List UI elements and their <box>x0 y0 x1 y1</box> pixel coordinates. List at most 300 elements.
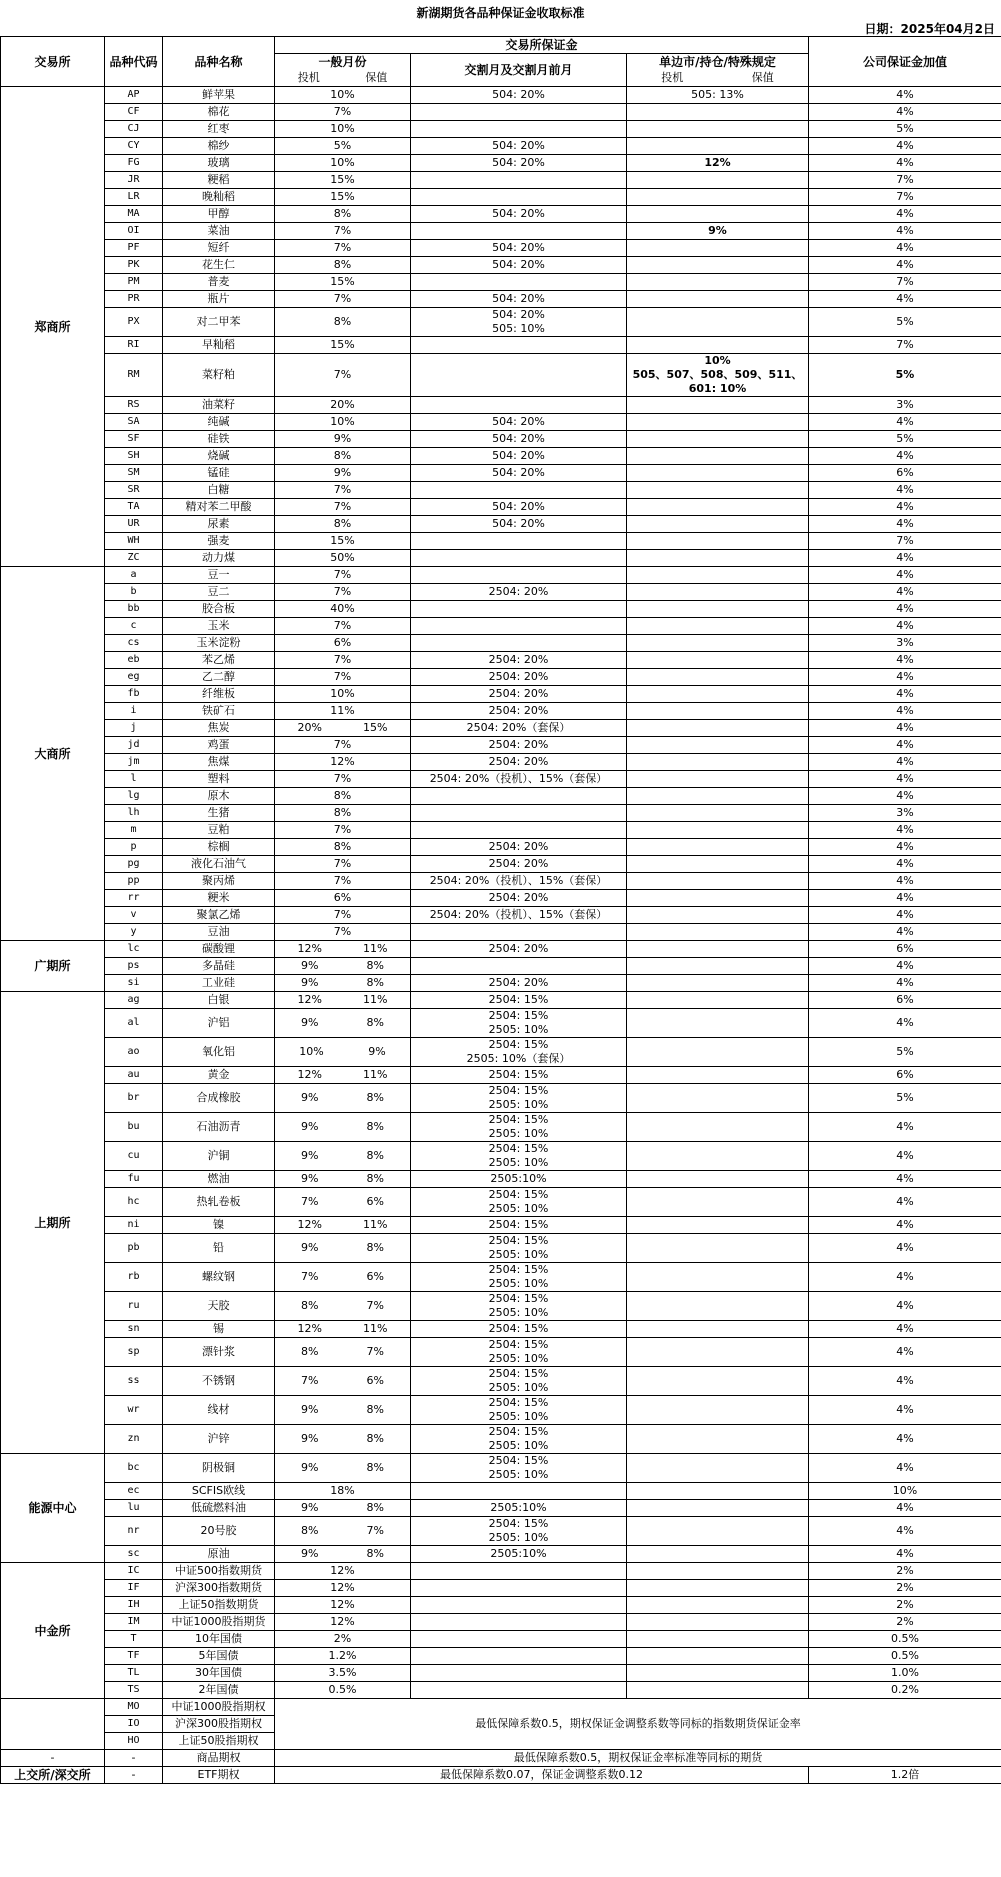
delivery-cell: 2504: 20%（套保） <box>411 720 627 737</box>
delivery-cell: 2504: 15% 2505: 10% <box>411 1292 627 1321</box>
code-cell: fu <box>105 1171 163 1188</box>
header-spec2: 投机 <box>661 71 684 84</box>
delivery-cell <box>411 121 627 138</box>
delivery-cell: 504: 20% <box>411 414 627 431</box>
general-month-cell: 12% <box>275 754 411 771</box>
table-row <box>1 584 1001 601</box>
delivery-cell <box>411 223 627 240</box>
general-month-cell <box>275 1084 411 1113</box>
delivery-cell <box>411 354 627 397</box>
delivery-cell <box>411 1580 627 1597</box>
hedge-value: 6% <box>366 1270 384 1283</box>
hedge-value: 11% <box>363 1322 388 1335</box>
name-cell: 尿素 <box>163 516 275 533</box>
code-cell: ni <box>105 1217 163 1234</box>
unilateral-cell <box>627 567 809 584</box>
company-cell: 4% <box>809 291 1001 308</box>
delivery-cell: 2504: 20%（投机）、15%（套保） <box>411 907 627 924</box>
general-month-cell: 40% <box>275 601 411 618</box>
unilateral-cell <box>627 121 809 138</box>
delivery-cell: 2504: 15% 2505: 10% <box>411 1425 627 1454</box>
name-cell: 不锈钢 <box>163 1367 275 1396</box>
general-month-cell <box>275 992 411 1009</box>
table-row <box>1 856 1001 873</box>
general-month-cell <box>275 975 411 992</box>
name-cell: 硅铁 <box>163 431 275 448</box>
hedge-value: 8% <box>366 1403 384 1416</box>
company-cell: 4% <box>809 104 1001 121</box>
general-month-cell: 8% <box>275 788 411 805</box>
company-cell: 4% <box>809 618 1001 635</box>
company-cell: 4% <box>809 873 1001 890</box>
name-cell: 强麦 <box>163 533 275 550</box>
company-cell: 2% <box>809 1580 1001 1597</box>
unilateral-cell <box>627 516 809 533</box>
code-cell: lg <box>105 788 163 805</box>
unilateral-cell <box>627 1367 809 1396</box>
name-cell: 液化石油气 <box>163 856 275 873</box>
company-cell: 5% <box>809 121 1001 138</box>
general-month-cell: 7% <box>275 771 411 788</box>
name-cell: 短纤 <box>163 240 275 257</box>
code-cell: rr <box>105 890 163 907</box>
general-month-cell <box>275 1338 411 1367</box>
unilateral-cell <box>627 1665 809 1682</box>
company-cell: 4% <box>809 601 1001 618</box>
table-row <box>1 941 1001 958</box>
delivery-cell: 504: 20% <box>411 206 627 223</box>
general-month-cell: 8% <box>275 516 411 533</box>
code-cell: zn <box>105 1425 163 1454</box>
company-cell: 4% <box>809 223 1001 240</box>
delivery-cell <box>411 618 627 635</box>
unilateral-cell <box>627 1396 809 1425</box>
code-cell: SR <box>105 482 163 499</box>
spec-value: 9% <box>301 1403 319 1416</box>
header-hedge: 保值 <box>365 71 388 84</box>
delivery-cell <box>411 958 627 975</box>
delivery-cell: 2505:10% <box>411 1546 627 1563</box>
general-month-cell: 7% <box>275 822 411 839</box>
unilateral-cell <box>627 337 809 354</box>
name-cell: SCFIS欧线 <box>163 1483 275 1500</box>
hedge-value: 6% <box>366 1374 384 1387</box>
code-cell: TL <box>105 1665 163 1682</box>
general-month-cell: 6% <box>275 890 411 907</box>
unilateral-cell <box>627 1188 809 1217</box>
spec-value: 12% <box>297 1218 322 1231</box>
delivery-cell <box>411 1682 627 1699</box>
name-cell: 鲜苹果 <box>163 87 275 104</box>
exchange-cell: 上交所/深交所 <box>1 1767 105 1784</box>
name-cell: 锡 <box>163 1321 275 1338</box>
table-row <box>1 1321 1001 1338</box>
table-row <box>1 890 1001 907</box>
company-cell: 4% <box>809 1217 1001 1234</box>
unilateral-cell <box>627 1321 809 1338</box>
delivery-cell: 2504: 15% 2505: 10%（套保） <box>411 1038 627 1067</box>
code-cell: si <box>105 975 163 992</box>
delivery-cell: 2504: 15% <box>411 1067 627 1084</box>
company-cell: 4% <box>809 822 1001 839</box>
code-cell: ao <box>105 1038 163 1067</box>
table-row <box>1 1500 1001 1517</box>
unilateral-cell <box>627 890 809 907</box>
name-cell: 螺纹钢 <box>163 1263 275 1292</box>
general-month-cell: 15% <box>275 274 411 291</box>
table-row <box>1 1750 1001 1767</box>
general-month-cell: 7% <box>275 584 411 601</box>
unilateral-cell <box>627 550 809 567</box>
table-row <box>1 516 1001 533</box>
company-cell: 4% <box>809 1234 1001 1263</box>
general-month-cell: 12% <box>275 1580 411 1597</box>
unilateral-cell <box>627 958 809 975</box>
unilateral-cell <box>627 975 809 992</box>
company-cell: 4% <box>809 686 1001 703</box>
general-month-cell <box>275 720 411 737</box>
name-cell: 多晶硅 <box>163 958 275 975</box>
unilateral-cell <box>627 206 809 223</box>
table-row <box>1 431 1001 448</box>
company-cell: 4% <box>809 1321 1001 1338</box>
table-row <box>1 1767 1001 1784</box>
code-cell: MO <box>105 1699 163 1716</box>
general-month-cell <box>275 1396 411 1425</box>
name-cell: 20号胶 <box>163 1517 275 1546</box>
unilateral-cell <box>627 499 809 516</box>
name-cell: 菜籽粕 <box>163 354 275 397</box>
unilateral-cell <box>627 771 809 788</box>
delivery-cell: 504: 20% <box>411 431 627 448</box>
delivery-cell: 2504: 15% <box>411 992 627 1009</box>
name-cell: 对二甲苯 <box>163 308 275 337</box>
general-month-cell <box>275 941 411 958</box>
table-row <box>1 975 1001 992</box>
code-cell: bu <box>105 1113 163 1142</box>
unilateral-cell <box>627 720 809 737</box>
general-month-cell: 10% <box>275 686 411 703</box>
delivery-cell <box>411 1614 627 1631</box>
hedge-value: 8% <box>366 1432 384 1445</box>
unilateral-cell <box>627 1614 809 1631</box>
spec-value: 9% <box>301 1172 319 1185</box>
name-cell: ETF期权 <box>163 1767 275 1784</box>
general-month-cell: 8% <box>275 839 411 856</box>
table-row <box>1 1009 1001 1038</box>
delivery-cell: 2505:10% <box>411 1171 627 1188</box>
company-cell: 4% <box>809 1454 1001 1483</box>
unilateral-cell <box>627 1171 809 1188</box>
general-month-cell <box>275 1367 411 1396</box>
unilateral-cell <box>627 907 809 924</box>
header-unilateral: 单边市/持仓/特殊规定 <box>627 54 809 71</box>
code-cell: CY <box>105 138 163 155</box>
general-month-cell: 7% <box>275 618 411 635</box>
delivery-cell: 504: 20% 505: 10% <box>411 308 627 337</box>
company-cell: 4% <box>809 754 1001 771</box>
code-cell: lh <box>105 805 163 822</box>
company-cell: 2% <box>809 1614 1001 1631</box>
hedge-value: 8% <box>366 1091 384 1104</box>
table-row <box>1 274 1001 291</box>
unilateral-cell <box>627 1546 809 1563</box>
unilateral-cell <box>627 1113 809 1142</box>
spec-value: 7% <box>301 1374 319 1387</box>
table-row <box>1 1454 1001 1483</box>
name-cell: 瓶片 <box>163 291 275 308</box>
company-cell: 4% <box>809 652 1001 669</box>
company-cell: 5% <box>809 1038 1001 1067</box>
company-cell: 7% <box>809 274 1001 291</box>
exchange-cell: 能源中心 <box>1 1454 105 1563</box>
name-cell: 原油 <box>163 1546 275 1563</box>
delivery-cell <box>411 533 627 550</box>
code-cell: l <box>105 771 163 788</box>
delivery-cell: 2504: 15% 2505: 10% <box>411 1009 627 1038</box>
delivery-cell: 2504: 20% <box>411 703 627 720</box>
unilateral-cell <box>627 1425 809 1454</box>
general-month-cell: 7% <box>275 873 411 890</box>
unilateral-cell <box>627 1142 809 1171</box>
code-cell: CF <box>105 104 163 121</box>
delivery-cell: 504: 20% <box>411 516 627 533</box>
exchange-cell: 中金所 <box>1 1563 105 1699</box>
code-cell: al <box>105 1009 163 1038</box>
company-cell: 4% <box>809 703 1001 720</box>
name-cell: 粳稻 <box>163 172 275 189</box>
code-cell: ZC <box>105 550 163 567</box>
code-cell: SH <box>105 448 163 465</box>
table-row <box>1 1338 1001 1367</box>
unilateral-cell: 12% <box>627 155 809 172</box>
spec-value: 9% <box>301 1091 319 1104</box>
general-month-cell: 7% <box>275 856 411 873</box>
code-cell: c <box>105 618 163 635</box>
code-cell: sc <box>105 1546 163 1563</box>
spec-value: 8% <box>301 1345 319 1358</box>
table-row <box>1 189 1001 206</box>
exchange-cell: - <box>1 1750 105 1767</box>
unilateral-cell <box>627 924 809 941</box>
hedge-value: 8% <box>366 1241 384 1254</box>
general-month-cell: 15% <box>275 172 411 189</box>
exchange-cell: 广期所 <box>1 941 105 992</box>
delivery-cell <box>411 274 627 291</box>
spec-value: 10% <box>299 1045 324 1058</box>
code-cell: y <box>105 924 163 941</box>
spec-value: 9% <box>301 1547 319 1560</box>
table-row <box>1 1614 1001 1631</box>
code-cell: ss <box>105 1367 163 1396</box>
table-row <box>1 206 1001 223</box>
hedge-value: 8% <box>366 1501 384 1514</box>
company-cell: 4% <box>809 1517 1001 1546</box>
table-row <box>1 686 1001 703</box>
code-cell: IH <box>105 1597 163 1614</box>
unilateral-cell <box>627 240 809 257</box>
general-month-cell: 7% <box>275 354 411 397</box>
hedge-value: 7% <box>366 1524 384 1537</box>
table-row <box>1 533 1001 550</box>
table-row <box>1 1067 1001 1084</box>
code-cell: eb <box>105 652 163 669</box>
code-cell: wr <box>105 1396 163 1425</box>
delivery-cell: 2504: 15% 2505: 10% <box>411 1142 627 1171</box>
delivery-cell <box>411 1563 627 1580</box>
code-cell: HO <box>105 1733 163 1750</box>
company-cell: 10% <box>809 1483 1001 1500</box>
delivery-cell <box>411 1665 627 1682</box>
name-cell: 中证1000股指期权 <box>163 1699 275 1716</box>
unilateral-cell: 505: 13% <box>627 87 809 104</box>
margin-table <box>0 36 1001 1784</box>
company-cell: 5% <box>809 354 1001 397</box>
hedge-value: 9% <box>368 1045 386 1058</box>
company-cell: 5% <box>809 1084 1001 1113</box>
company-cell: 6% <box>809 1067 1001 1084</box>
delivery-cell: 2504: 15% 2505: 10% <box>411 1396 627 1425</box>
table-row <box>1 1699 1001 1716</box>
general-month-cell: 10% <box>275 155 411 172</box>
name-cell: 热轧卷板 <box>163 1188 275 1217</box>
code-cell: j <box>105 720 163 737</box>
name-cell: 油菜籽 <box>163 397 275 414</box>
unilateral-cell <box>627 805 809 822</box>
code-cell: au <box>105 1067 163 1084</box>
company-cell: 4% <box>809 550 1001 567</box>
general-month-cell: 12% <box>275 1563 411 1580</box>
code-cell: pp <box>105 873 163 890</box>
company-cell: 0.5% <box>809 1648 1001 1665</box>
unilateral-cell <box>627 138 809 155</box>
delivery-cell <box>411 788 627 805</box>
table-row <box>1 788 1001 805</box>
general-month-cell: 7% <box>275 104 411 121</box>
delivery-cell: 504: 20% <box>411 155 627 172</box>
company-cell: 4% <box>809 1546 1001 1563</box>
company-cell: 4% <box>809 448 1001 465</box>
delivery-cell: 2504: 20% <box>411 754 627 771</box>
name-cell: 铁矿石 <box>163 703 275 720</box>
company-cell: 1.2倍 <box>809 1767 1001 1784</box>
delivery-cell: 2504: 15% 2505: 10% <box>411 1367 627 1396</box>
company-cell: 7% <box>809 172 1001 189</box>
name-cell: 沪锌 <box>163 1425 275 1454</box>
name-cell: 漂针浆 <box>163 1338 275 1367</box>
code-cell: UR <box>105 516 163 533</box>
company-cell: 4% <box>809 856 1001 873</box>
general-month-cell: 20% <box>275 397 411 414</box>
spec-value: 9% <box>301 1241 319 1254</box>
company-cell: 4% <box>809 1263 1001 1292</box>
company-cell: 4% <box>809 516 1001 533</box>
name-cell: 纤维板 <box>163 686 275 703</box>
table-row <box>1 1038 1001 1067</box>
table-row <box>1 771 1001 788</box>
code-cell: LR <box>105 189 163 206</box>
company-cell: 4% <box>809 788 1001 805</box>
code-cell: TF <box>105 1648 163 1665</box>
general-month-cell: 7% <box>275 924 411 941</box>
name-cell: 氧化铝 <box>163 1038 275 1067</box>
unilateral-cell <box>627 584 809 601</box>
table-row <box>1 1142 1001 1171</box>
company-cell: 4% <box>809 1113 1001 1142</box>
company-cell: 4% <box>809 669 1001 686</box>
company-cell: 5% <box>809 308 1001 337</box>
hedge-value: 11% <box>363 1218 388 1231</box>
unilateral-cell <box>627 1597 809 1614</box>
table-row <box>1 618 1001 635</box>
code-cell: eg <box>105 669 163 686</box>
header-unilateral-sub <box>627 70 809 87</box>
unilateral-cell <box>627 618 809 635</box>
general-month-cell: 7% <box>275 499 411 516</box>
name-cell: 胶合板 <box>163 601 275 618</box>
name-cell: 聚丙烯 <box>163 873 275 890</box>
general-month-cell: 7% <box>275 669 411 686</box>
hedge-value: 11% <box>363 993 388 1006</box>
company-cell: 4% <box>809 138 1001 155</box>
page-title: 新湖期货各品种保证金收取标准 <box>416 6 585 20</box>
general-month-cell: 15% <box>275 189 411 206</box>
code-cell: hc <box>105 1188 163 1217</box>
company-cell: 6% <box>809 941 1001 958</box>
code-cell: nr <box>105 1517 163 1546</box>
code-cell: br <box>105 1084 163 1113</box>
unilateral-cell <box>627 274 809 291</box>
general-month-cell: 10% <box>275 87 411 104</box>
table-row <box>1 1171 1001 1188</box>
header-code: 品种代码 <box>105 37 163 87</box>
delivery-cell <box>411 172 627 189</box>
delivery-cell <box>411 601 627 618</box>
table-row <box>1 499 1001 516</box>
code-cell: PF <box>105 240 163 257</box>
exchange-cell: 郑商所 <box>1 87 105 567</box>
code-cell: CJ <box>105 121 163 138</box>
hedge-value: 8% <box>366 1149 384 1162</box>
code-cell: rb <box>105 1263 163 1292</box>
hedge-value: 8% <box>366 1547 384 1560</box>
company-cell: 4% <box>809 1292 1001 1321</box>
unilateral-cell <box>627 1500 809 1517</box>
company-cell: 4% <box>809 720 1001 737</box>
header-general-sub <box>275 70 411 87</box>
table-row <box>1 354 1001 397</box>
name-cell: 2年国债 <box>163 1682 275 1699</box>
options-note: 最低保障系数0.5，期权保证金调整系数等同标的指数期货保证金率 <box>275 1699 1001 1750</box>
general-month-cell <box>275 1500 411 1517</box>
code-cell: - <box>105 1750 163 1767</box>
unilateral-cell <box>627 172 809 189</box>
spec-value: 12% <box>297 1322 322 1335</box>
unilateral-cell <box>627 1682 809 1699</box>
table-row <box>1 669 1001 686</box>
company-cell: 4% <box>809 240 1001 257</box>
general-month-cell <box>275 1234 411 1263</box>
table-row <box>1 1367 1001 1396</box>
table-row <box>1 958 1001 975</box>
delivery-cell: 2504: 20%（投机）、15%（套保） <box>411 873 627 890</box>
code-cell: IM <box>105 1614 163 1631</box>
general-month-cell: 8% <box>275 448 411 465</box>
name-cell: 30年国债 <box>163 1665 275 1682</box>
code-cell: ec <box>105 1483 163 1500</box>
code-cell: pb <box>105 1234 163 1263</box>
table-row <box>1 924 1001 941</box>
